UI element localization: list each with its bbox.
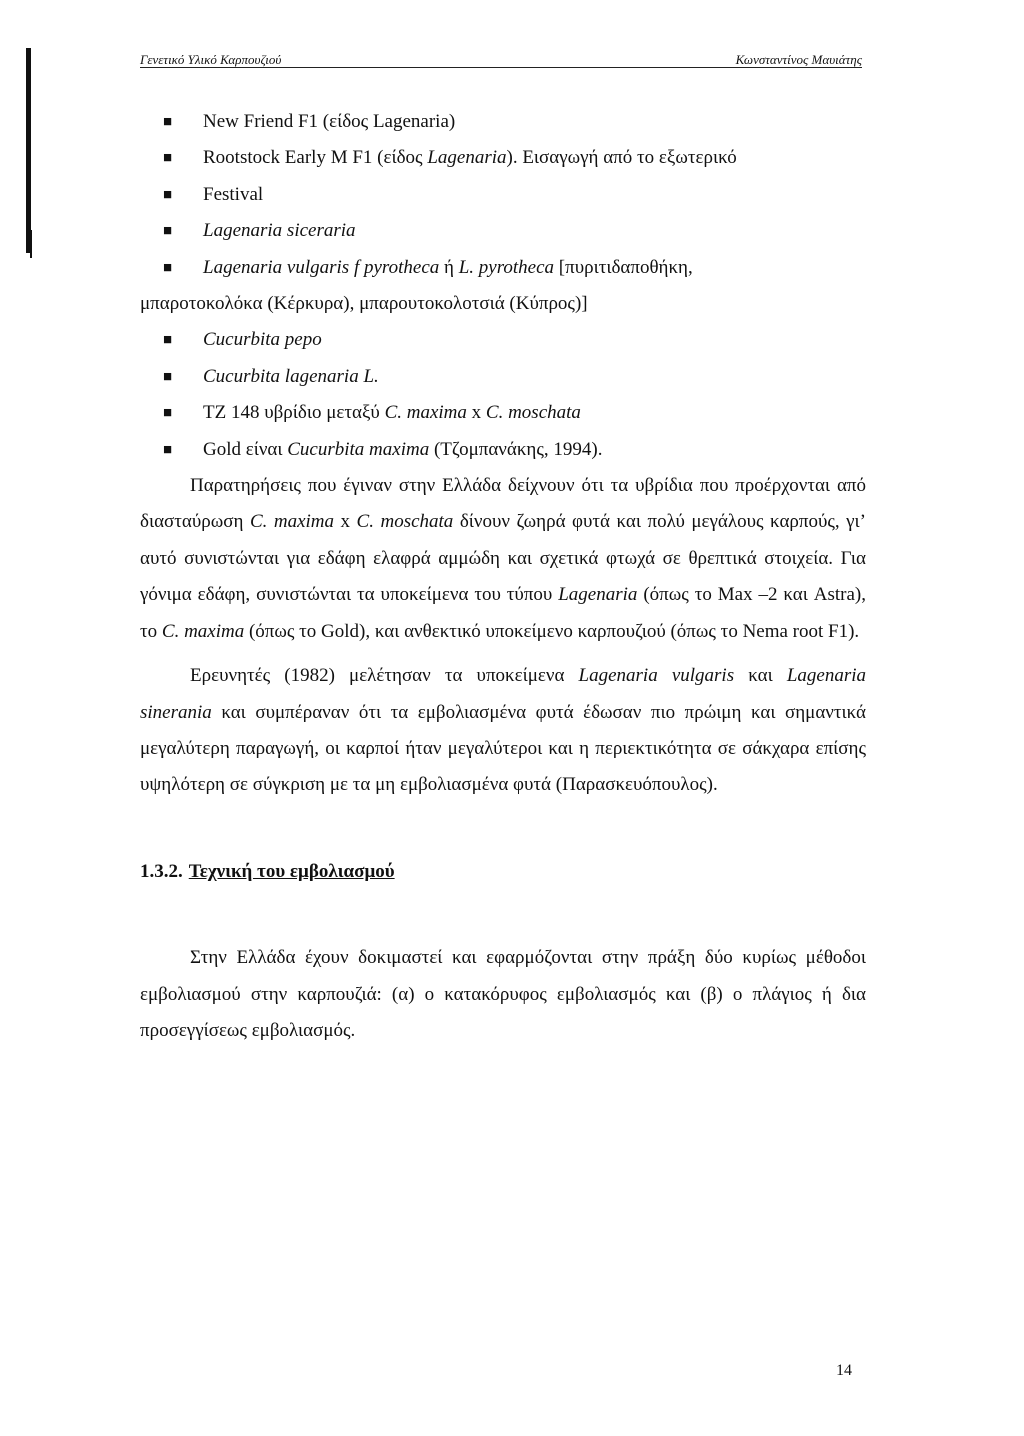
list-item-text: New Friend F1 (είδος Lagenaria) [203,111,456,132]
list-item-text: Rootstock Early M F1 (είδος [203,147,428,169]
margin-scan-bar [26,48,31,253]
list-item-italic: Cucurbita maxima [287,438,430,460]
paragraph-text: (όπως το Gold), και ανθεκτικό υποκείμενο καρπουζιού (όπως το Nema root F1). [244,620,860,642]
paragraph-italic: C. moschata [356,511,454,533]
paragraph-text: και [734,665,787,687]
list-item-text: [πυριτιδαποθήκη, [554,256,693,278]
list-item-italic: Cucurbita lagenaria L. [203,365,379,387]
list-item-italic: L. pyrotheca [458,256,555,278]
list-item-italic: C. maxima [384,402,467,424]
bullet-icon: ■ [163,441,173,458]
rootstock-list [140,104,866,468]
list-item [140,322,866,358]
section-heading [140,854,866,890]
paragraph-italic: Lagenaria sinerania [140,665,866,723]
list-item-italic: C. moschata [485,402,581,424]
paragraph-text: x [334,511,357,533]
list-item-italic: Cucurbita pepo [203,329,322,351]
running-header [140,52,862,70]
bullet-icon: ■ [163,368,173,385]
paragraph-grafting-methods: Στην Ελλάδα έχουν δοκιμαστεί και εφαρμόζονται στην πράξη δύο κυρίως μέθοδοι εμβολιασμού στην καρπουζιά: (α) ο κατακόρυφος εμβολιασμός και (β) ο πλάγιος ή δια προσεγγίσεως εμβολιασμός. [140,947,866,1041]
header-right-author: Κωνσταντίνος Μαυιάτης [735,52,862,67]
bullet-icon: ■ [163,150,173,167]
list-item-text: (Τζομπανάκης, 1994). [429,438,603,460]
paragraph-text: Παρατηρήσεις που έγιναν στην Ελλάδα δείχνουν ότι τα υβρίδια που προέρχονται από διασταύρωση [140,475,866,533]
header-left-title: Γενετικό Υλικό Καρπουζιού [140,52,282,67]
bullet-icon: ■ [163,259,173,276]
list-item-text: Gold είναι [203,438,288,460]
paragraph-italic: C. maxima [249,511,335,533]
bullet-icon: ■ [163,405,173,422]
list-item-line [140,250,866,286]
paragraph-text: δίνουν ζωηρά φυτά και πολύ μεγάλους καρπούς, γι’ αυτό συνιστώνται για εδάφη ελαφρά αμμώδη και σχετικά φτωχά σε θρεπτικά στοιχεία. Για γόνιμα εδάφη, συνιστώνται τα υποκείμενα του τύπου [140,511,866,606]
list-item [140,104,866,140]
list-item-text: Festival [203,183,264,205]
list-item-italic: Lagenaria siceraria [203,220,356,242]
bullet-icon: ■ [163,223,173,240]
bullet-icon: ■ [163,332,173,349]
header-rule [140,67,862,68]
list-item [140,140,866,176]
list-item [140,432,866,468]
list-item [140,359,866,395]
page-body [140,104,866,1049]
paragraph-researchers [140,658,866,804]
paragraph-text: Ερευνητές (1982) μελέτησαν τα υποκείμενα [190,665,579,687]
list-item [140,395,866,431]
list-item-text: ή [439,256,459,278]
bullet-icon: ■ [163,114,173,130]
section-title: Τεχνική του εμβολιασμού [188,860,395,882]
bullet-icon: ■ [163,186,173,203]
paragraph-italic: C. maxima [161,620,245,642]
list-item [140,250,866,323]
list-item-text: x [466,402,486,424]
list-item-italic: Lagenaria [427,147,507,169]
paragraph-italic: Lagenaria [558,584,638,606]
list-item [140,177,866,213]
margin-scan-tick [30,230,32,258]
paragraph-text: και συμπέραναν ότι τα εμβολιασμένα φυτά έδωσαν πιο πρώιμη και σημαντικά μεγαλύτερη παραγωγή, οι καρποί ήταν μεγαλύτεροι και η περιεκτικότητα σε σάκχαρα επίσης υψηλότερη σε σύγκριση με τα μη εμβολιασμένα φυτά (Παρασκευόπουλος). [140,701,866,796]
list-item-text: ). Εισαγωγή από το εξωτερικό [506,147,737,169]
list-item-italic: Lagenaria vulgaris f pyrotheca [203,256,440,278]
list-item [140,213,866,249]
paragraph-observations [140,468,866,650]
list-item-text: ΤΖ 148 υβρίδιο μεταξύ [203,402,385,424]
section-number: 1.3.2. [140,860,183,882]
paragraph-italic: Lagenaria vulgaris [578,665,735,687]
paragraph-text: (όπως το Max –2 και Astra), το [140,584,866,642]
page-number: 14 [836,1362,852,1379]
list-item-continuation: μπαροτοκολόκα (Κέρκυρα), μπαρουτοκολοτσιά (Κύπρος)] [140,293,588,315]
